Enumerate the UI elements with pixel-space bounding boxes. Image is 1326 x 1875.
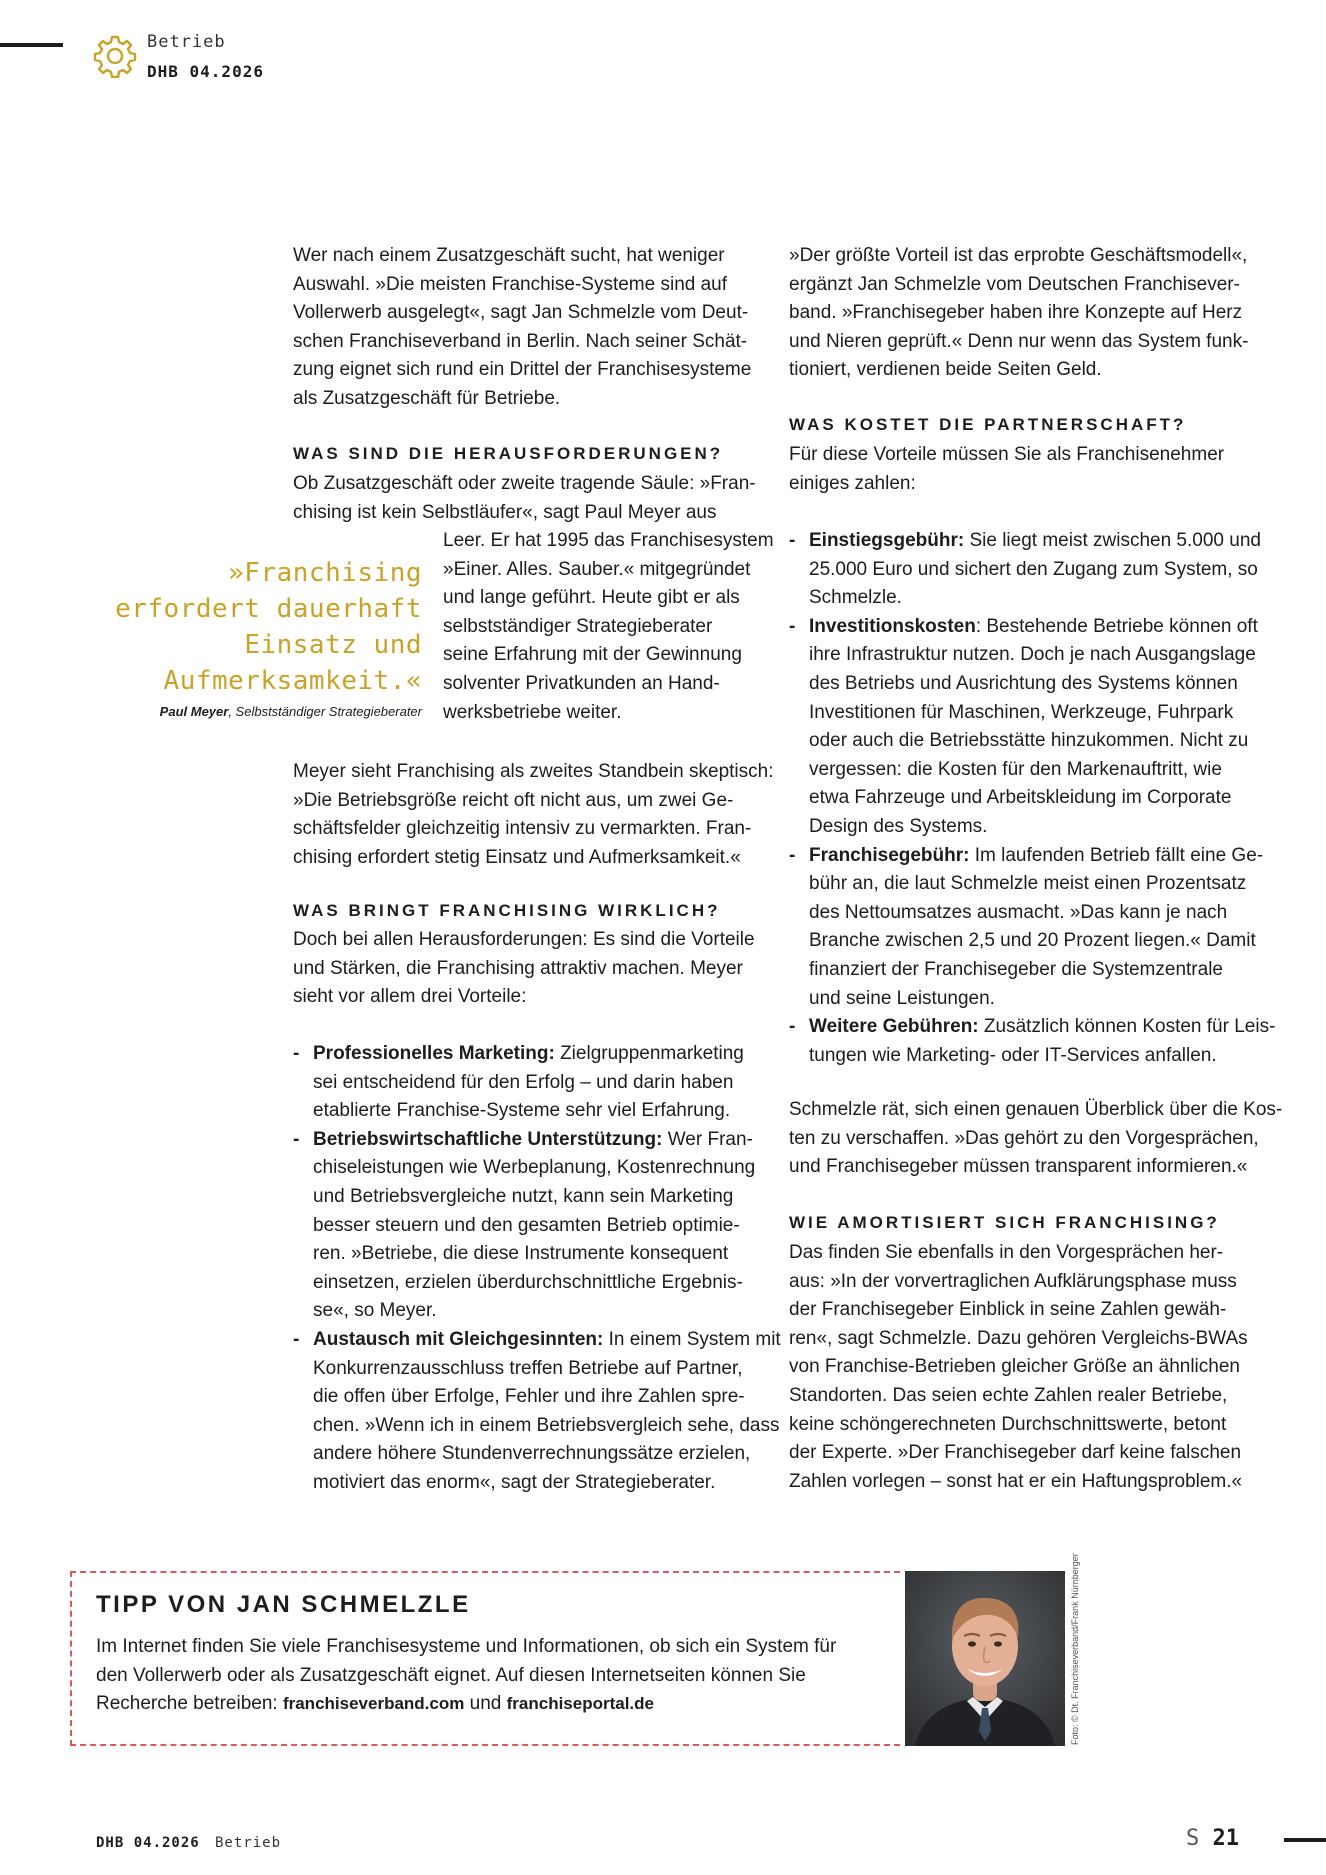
costs-paragraph [789,441,1224,498]
portrait-illustration [905,1571,1065,1746]
text-line: schäftsfelder gleichzeitig intensiv zu vermarkten. Fran- [293,818,752,840]
heading-challenges: WAS SIND DIE HERAUSFORDERUNGEN? [293,444,724,463]
photo-credit-text: Foto: © Dt. Franchiseverband/Frank Nürnberger [1070,1553,1080,1745]
text-line: werksbetriebe weiter. [443,701,622,723]
text-line: einiges zahlen: [789,472,916,494]
item-label: Weitere Gebühren: [809,1016,979,1038]
text-line: ten zu verschaffen. »Das gehört zu den Vorgesprächen, [789,1127,1259,1149]
challenges-narrow [443,527,774,727]
text-line: se«, so Meyer. [313,1300,437,1322]
footer-section: Betrieb [215,1835,282,1851]
text-line: chising ist kein Selbstläufer«, sagt Paul Meyer aus [293,501,717,523]
pull-quote-line: Aufmerksamkeit.« [163,666,422,696]
right-intro [789,242,1264,385]
text-line: Branche zwischen 2,5 und 20 Prozent liegen.« Damit [809,930,1256,952]
tip-body [96,1633,876,1719]
text-line: Investitionen für Maschinen, Werkzeuge, Fuhrpark [809,701,1234,723]
text-line: der Experte. »Der Franchisegeber darf keine falschen [789,1442,1242,1464]
item-text: Zusätzlich können Kosten für Leis- [978,1016,1276,1038]
list-item [789,613,1269,842]
list-item [789,842,1269,1014]
text-line: ergänzt Jan Schmelzle vom Deutschen Franchisever- [789,273,1240,295]
text-line: »Einer. Alles. Sauber.« mitgegründet [443,558,751,580]
text-line: und Stärken, die Franchising attraktiv machen. Meyer [293,957,743,979]
text-line: Recherche betreiben: [96,1693,283,1714]
item-text: Sie liegt meist zwischen 5.000 und [964,530,1261,551]
text-line: und Betriebsvergleiche nutzt, kann sein Marketing [313,1185,734,1207]
left-intro [293,242,768,414]
text-line: und seine Leistungen. [809,987,995,1009]
item-label: Einstiegsgebühr: [809,530,965,551]
text-line: andere höhere Stundenverrechnungssätze erzielen, [313,1443,751,1465]
text-line: und Nieren geprüft.« Denn nur wenn das System funk- [789,330,1249,352]
text-line: sei entscheidend für den Erfolg – und darin haben [313,1071,734,1093]
text-line: ren«, sagt Schmelzle. Dazu gehören Vergleichs-BWAs [789,1327,1248,1349]
text-line: als Zusatzgeschäft für Betriebe. [293,387,561,409]
text-line: keine schöngerechneten Durchschnittswerte, betont [789,1413,1227,1435]
text-line: ren. »Betriebe, die diese Instrumente konsequent [313,1243,729,1265]
text-line: Ob Zusatzgeschäft oder zweite tragende Säule: »Fran- [293,473,756,494]
text-line: aus: »In der vorvertraglichen Aufklärungsphase muss [789,1270,1237,1292]
text-line: Für diese Vorteile müssen Sie als Franchisenehmer [789,444,1225,465]
text-line: der Franchisegeber Einblick in seine Zahlen gewäh- [789,1299,1227,1321]
text-line: die offen über Erfolge, Fehler und ihre Zahlen spre- [313,1386,745,1408]
text-line: sieht vor allem drei Vorteile: [293,986,527,1008]
photo-credit [1070,1553,1084,1745]
text-line: oder auch die Betriebsstätte hinzukommen. Nicht zu [809,730,1249,752]
text-line: des Betriebs und Ausrichtung des Systems können [809,672,1238,694]
text-line: Standorten. Das seien echte Zahlen realer Betriebe, [789,1384,1228,1406]
item-text: Im laufenden Betrieb fällt eine Ge- [969,844,1264,866]
text-line: den Vollerwerb oder als Zusatzgeschäft eignet. Auf diesen Internetseiten können Sie [96,1664,806,1686]
list-item [293,1326,781,1498]
challenges-full [293,470,756,527]
item-text: In einem System mit [603,1328,781,1350]
text-line: tioniert, verdienen beide Seiten Geld. [789,359,1102,381]
text-line: einsetzen, erzielen überdurchschnittliche Ergebnis- [313,1271,743,1293]
text-line: motiviert das enorm«, sagt der Strategieberater. [313,1471,716,1493]
text-line: selbstständiger Strategieberater [443,615,713,637]
text-line: seine Erfahrung mit der Gewinnung [443,644,742,666]
text-line: »Die Betriebsgröße reicht oft nicht aus, um zwei Ge- [293,789,734,811]
text-line: zung eignet sich rund ein Drittel der Franchisesysteme [293,359,752,381]
benefits-paragraph [293,926,755,1012]
text-line: Wer nach einem Zusatzgeschäft sucht, hat weniger [293,245,725,266]
text-line: Design des Systems. [809,815,988,837]
amortization-paragraph [789,1239,1248,1496]
text-line: und Franchisegeber müssen transparent informieren.« [789,1156,1248,1178]
footer-issue: DHB 04.2026 [96,1835,200,1851]
text-line: schen Franchiseverband in Berlin. Nach seiner Schät- [293,330,748,352]
text-line: Schmelzle. [809,587,902,609]
text-line: und lange geführt. Heute gibt er als [443,587,740,609]
pull-quote-line: Einsatz und [244,630,422,660]
pull-quote-line: erfordert dauerhaft [115,594,422,624]
pull-quote-line: »Franchising [228,558,422,588]
header-rule [0,43,63,47]
item-label: Investitionskosten [809,615,976,637]
text-line: etwa Fahrzeuge und Arbeitskleidung im Corporate [809,787,1232,809]
item-label: Betriebswirtschaftliche Unterstützung: [313,1128,663,1150]
text-line: Doch bei allen Herausforderungen: Es sind die Vorteile [293,929,755,950]
pull-quote-role: , Selbstständiger Strategieberater [228,704,422,719]
item-text: : Bestehende Betriebe können oft [975,615,1258,637]
text-line: »Der größte Vorteil ist das erprobte Geschäftsmodell«, [789,245,1248,266]
text-line: band. »Franchisegeber haben ihre Konzepte auf Herz [789,302,1243,324]
text-line: etablierte Franchise-Systeme sehr viel Erfahrung. [313,1100,731,1122]
meyer-paragraph [293,758,774,872]
portrait-photo [905,1571,1065,1746]
text-line: Schmelzle rät, sich einen genauen Überblick über die Kos- [789,1099,1283,1120]
gear-icon [93,34,137,78]
list-item [293,1126,773,1326]
list-item [789,527,1269,613]
text-line: chiseleistungen wie Werbeplanung, Kostenrechnung [313,1157,756,1179]
text-line: finanziert der Franchisegeber die Systemzentrale [809,958,1223,980]
heading-costs: WAS KOSTET DIE PARTNERSCHAFT? [789,415,1187,434]
text-line: Meyer sieht Franchising als zweites Standbein skeptisch: [293,761,774,782]
overview-paragraph [789,1096,1282,1182]
text-line: 25.000 Euro und sichert den Zugang zum System, so [809,558,1258,580]
text-line: chen. »Wenn ich in einem Betriebsvergleich sehe, dass [313,1414,780,1436]
item-label: Franchisegebühr: [809,844,970,866]
item-text: Wer Fran- [662,1128,753,1150]
link-franchiseportal[interactable]: franchiseportal.de [506,1694,654,1713]
text-line: Im Internet finden Sie viele Franchisesysteme und Informationen, ob sich ein System für [96,1636,837,1657]
footer-rule [1284,1838,1326,1842]
text-line: chising erfordert stetig Einsatz und Aufmerksamkeit.« [293,846,741,868]
benefits-list [293,1040,781,1498]
header-section: Betrieb [147,32,226,52]
pull-quote-author: Paul Meyer [159,704,229,719]
list-item [293,1040,773,1126]
link-franchiseverband[interactable]: franchiseverband.com [282,1694,465,1713]
costs-list [789,527,1276,1070]
link-joiner: und [464,1693,507,1714]
tip-title: TIPP VON JAN SCHMELZLE [96,1591,471,1618]
heading-amortization: WIE AMORTISIERT SICH FRANCHISING? [789,1213,1220,1232]
page-prefix: S [1186,1826,1213,1851]
item-text: Zielgruppenmarketing [554,1043,744,1064]
text-line: Leer. Er hat 1995 das Franchisesystem [443,530,774,551]
text-line: solventer Privatkunden an Hand- [443,672,720,694]
list-item [789,1013,1276,1070]
header-issue: DHB 04.2026 [147,62,264,81]
item-label: Austausch mit Gleichgesinnten: [313,1328,604,1350]
text-line: tungen wie Marketing- oder IT-Services anfallen. [809,1044,1217,1066]
text-line: des Nettoumsatzes ausmacht. »Das kann je nach [809,901,1228,923]
item-label: Professionelles Marketing: [313,1043,555,1064]
text-line: Das finden Sie ebenfalls in den Vorgesprächen her- [789,1242,1224,1263]
text-line: ihre Infrastruktur nutzen. Doch je nach Ausgangslage [809,644,1256,666]
text-line: Auswahl. »Die meisten Franchise-Systeme sind auf [293,273,728,295]
pull-quote-credit [92,704,422,719]
text-line: besser steuern und den gesamten Betrieb optimie- [313,1214,740,1236]
text-line: von Franchise-Betrieben gleicher Größe an ähnlichen [789,1356,1240,1378]
page-number [1186,1826,1239,1851]
text-line: Zahlen vorlegen – sonst hat er ein Haftungsproblem.« [789,1470,1243,1492]
text-line: vergessen: die Kosten für den Markenauftritt, wie [809,758,1222,780]
page-number-value: 21 [1212,1826,1239,1851]
pull-quote [92,555,422,699]
text-line: Konkurrenzausschluss treffen Betriebe auf Partner, [313,1357,743,1379]
heading-benefits: WAS BRINGT FRANCHISING WIRKLICH? [293,901,721,920]
text-line: bühr an, die laut Schmelzle meist einen Prozentsatz [809,873,1247,895]
text-line: Vollerwerb ausgelegt«, sagt Jan Schmelzle vom Deut- [293,302,749,324]
